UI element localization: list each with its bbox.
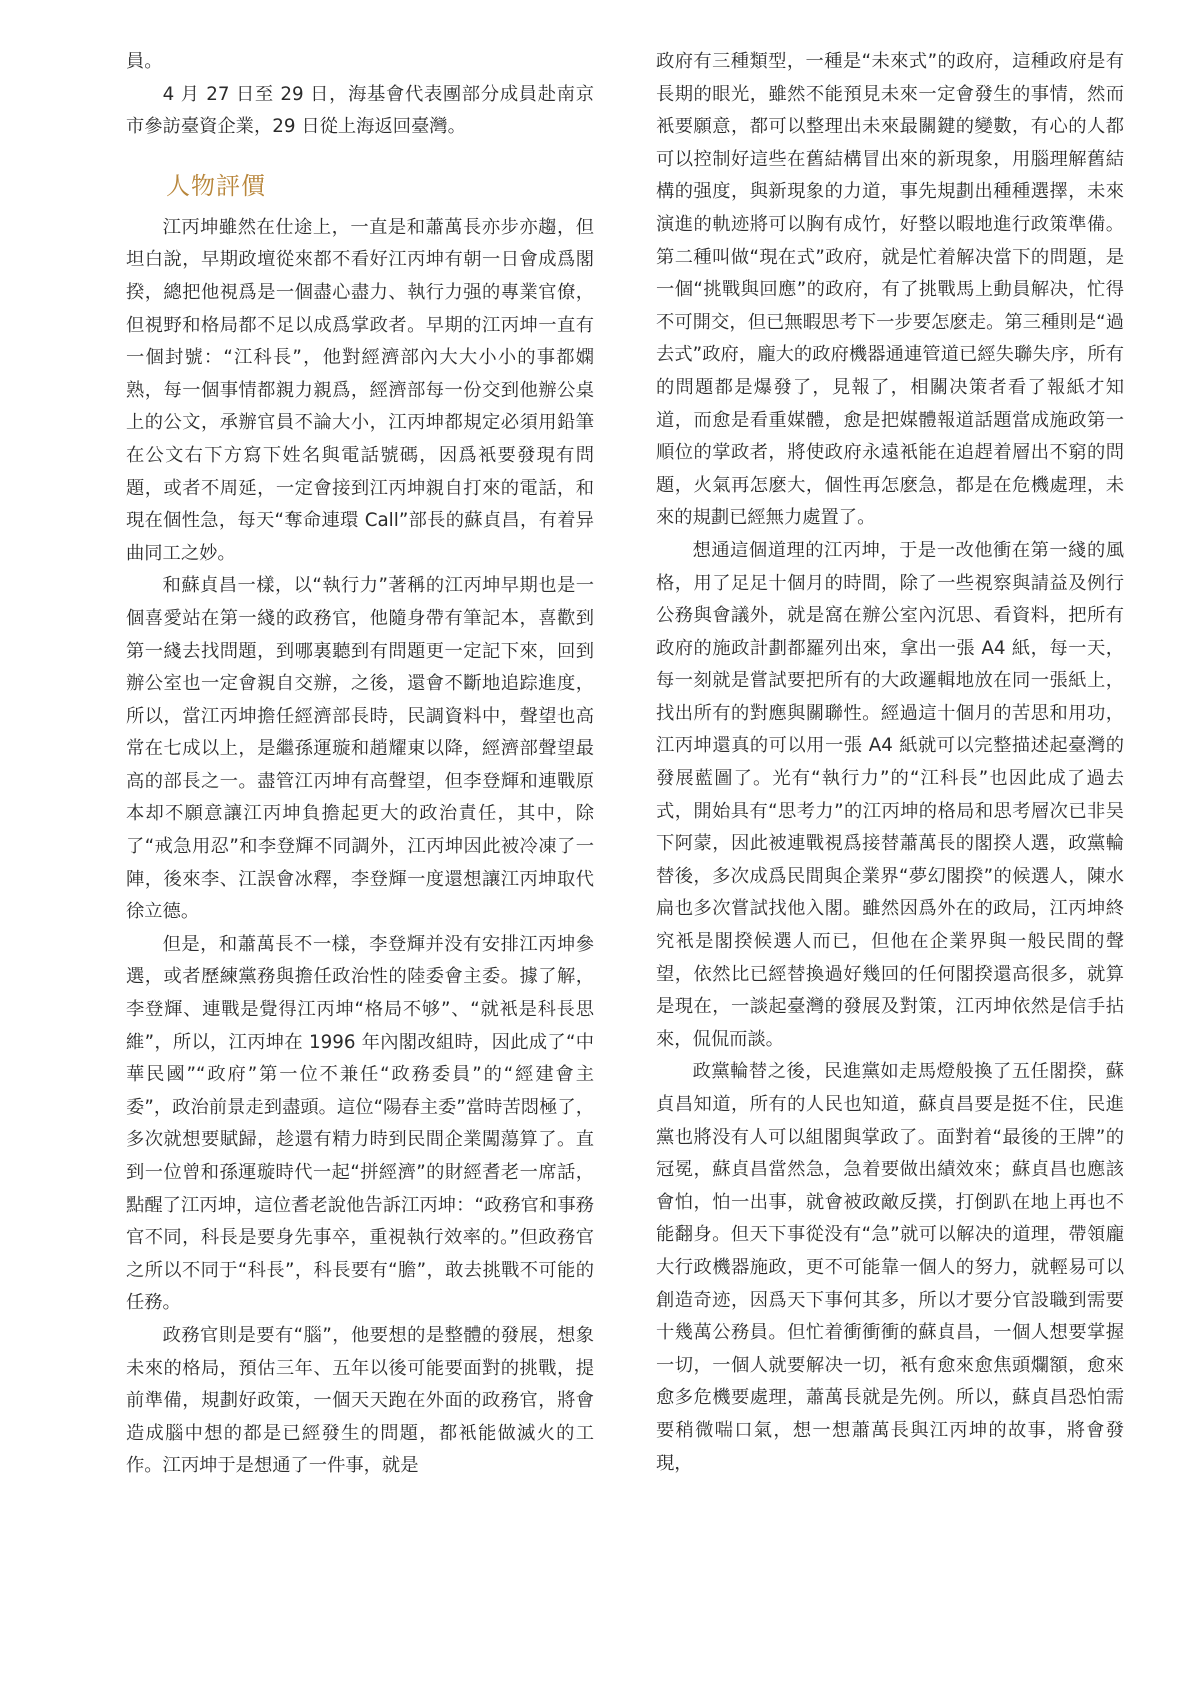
paragraph-party-rotation: 政黨輪替之後，民進黨如走馬燈般換了五任閣揆，蘇貞昌知道，所有的人民也知道，蘇貞昌要是挺不住，民進黨也將没有人可以組閣與掌政了。面對着“最後的王牌”的冠冕，蘇貞昌當然急，急着要做出績效來；蘇貞昌也應該會怕，怕一出事，就會被政敵反撲，打倒趴在地上再也不能翻身。但天下事從没有“急”就可以解决的道理，帶領龐大行政機器施政，更不可能靠一個人的努力，就輕易可以創造奇迹，因爲天下事何其多，所以才要分官設職到需要十幾萬公務員。但忙着衝衝衝的蘇貞昌，一個人想要掌握一切，一個人就要解决一切，衹有愈來愈焦頭爛額，愈來愈多危機要處理，蕭萬長就是先例。所以，蘇貞昌恐怕需要稍微喘口氣，想一想蕭萬長與江丙坤的故事，將會發現， [656,1061,1124,1474]
section-heading: 人物評價 [166,171,266,200]
paragraph-government-types: 政府有三種類型，一種是“未來式”的政府，這種政府是有長期的眼光，雖然不能預見未來一定會發生的事情，然而衹要願意，都可以整理出未來最關鍵的變數，有心的人都可以控制好這些在舊結構冒出來的新現象，用腦理解舊結構的强度，與新現象的力道，事先規劃出種種選擇，未來演進的軌迹將可以胸有成竹，好整以暇地進行政策準備。第二種叫做“現在式”政府，就是忙着解决當下的問題，是一個“挑戰與回應”的政府，有了挑戰馬上動員解决，忙得不可開交，但已無暇思考下一步要怎麽走。第三種則是“過去式”政府，龐大的政府機器通連管道已經失聯失序，所有的問題都是爆發了，見報了，相關决策者看了報紙才知道，而愈是看重媒體，愈是把媒體報道話題當成施政第一順位的掌政者，將使政府永遠衹能在追趕着層出不窮的問題，火氣再怎麽大，個性再怎麽急，都是在危機處理，未來的規劃已經無力處置了。 [656,51,1124,529]
paragraph-evaluation-4: 政務官則是要有“腦”，他要想的是整體的發展，想象未來的格局，預估三年、五年以後可能要面對的挑戰，提前準備，規劃好政策，一個天天跑在外面的政務官，將會造成腦中想的都是已經發生的問題，都衹能做滅火的工作。江丙坤于是想通了一件事，就是 [126,1324,594,1477]
paragraph-visit: 4 月 27 日至 29 日，海基會代表團部分成員赴南京市參訪臺資企業，29 日從上海返回臺灣。 [126,83,594,138]
paragraph-reflection: 想通這個道理的江丙坤，于是一改他衝在第一綫的風格，用了足足十個月的時間，除了一些視察與請益及例行公務與會議外，就是窩在辦公室內沉思、看資料，把所有政府的施政計劃都羅列出來，拿出一張 A4 紙，每一天，每一刻就是嘗試要把所有的大政邏輯地放在同一張紙上，找出所有的對應與關聯性。經過這十個月的苦思和用功，江丙坤還真的可以用一張 A4 紙就可以完整描述起臺灣的發展藍圖了。光有“執行力”的“江科長”也因此成了過去式，開始具有“思考力”的江丙坤的格局和思考層次已非吴下阿蒙，因此被連戰視爲接替蕭萬長的閣揆人選，政黨輪替後，多次成爲民間與企業界“夢幻閣揆”的候選人，陳水扁也多次嘗試找他入閣。雖然因爲外在的政局，江丙坤終究衹是閣揆候選人而已，但他在企業界與一般民間的聲望，依然比已經替換過好幾回的任何閣揆還高很多，就算是現在，一談起臺灣的發展及對策，江丙坤依然是信手拈來，侃侃而談。 [656,539,1124,1050]
paragraph-evaluation-2: 和蘇貞昌一樣，以“執行力”著稱的江丙坤早期也是一個喜愛站在第一綫的政務官，他隨身帶有筆記本，喜歡到第一綫去找問題，到哪裏聽到有問題更一定記下來，回到辦公室也一定會親自交辦，之後，還會不斷地追踪進度，所以，當江丙坤擔任經濟部長時，民調資料中，聲望也高常在七成以上，是繼孫運璇和趙耀東以降，經濟部聲望最高的部長之一。盡管江丙坤有高聲望，但李登輝和連戰原本却不願意讓江丙坤負擔起更大的政治責任，其中，除了“戒急用忍”和李登輝不同調外，江丙坤因此被冷凍了一陣，後來李、江誤會冰釋，李登輝一度還想讓江丙坤取代徐立德。 [126,575,594,923]
paragraph-evaluation-1: 江丙坤雖然在仕途上，一直是和蕭萬長亦步亦趨，但坦白說，早期政壇從來都不看好江丙坤有朝一日會成爲閣揆，總把他視爲是一個盡心盡力、執行力强的專業官僚，但視野和格局都不足以成爲掌政者。早期的江丙坤一直有一個封號：“江科長”，他對經濟部內大大小小的事都嫻熟，每一個事情都親力親爲，經濟部每一份交到他辦公桌上的公文，承辦官員不論大小，江丙坤都規定必須用鉛筆在公文右下方寫下姓名與電話號碼，因爲衹要發現有問題，或者不周延，一定會接到江丙坤親自打來的電話，和現在個性急，每天“奪命連環 Call”部長的蘇貞昌，有着异曲同工之妙。 [126,216,594,564]
paragraph-evaluation-3: 但是，和蕭萬長不一樣，李登輝并没有安排江丙坤參選，或者歷練黨務與擔任政治性的陸委會主委。據了解，李登輝、連戰是覺得江丙坤“格局不够”、“就衹是科長思維”，所以，江丙坤在 1996 年內閣改組時，因此成了“中華民國”“政府”第一位不兼任“政務委員”的“經建會主委”，政治前景走到盡頭。這位“陽春主委”當時苦悶極了，多次就想要賦歸，趁還有精力時到民間企業闖蕩算了。直到一位曾和孫運璇時代一起“拼經濟”的財經耆老一席話，點醒了江丙坤，這位耆老說他告訴江丙坤：“政務官和事務官不同，科長是要身先事卒，重視執行效率的。”但政務官之所以不同于“科長”，科長要有“膽”，敢去挑戰不可能的任務。 [126,933,594,1314]
paragraph-continuation: 員。 [126,51,163,72]
left-column [126,46,594,1483]
right-column [656,46,1124,1480]
